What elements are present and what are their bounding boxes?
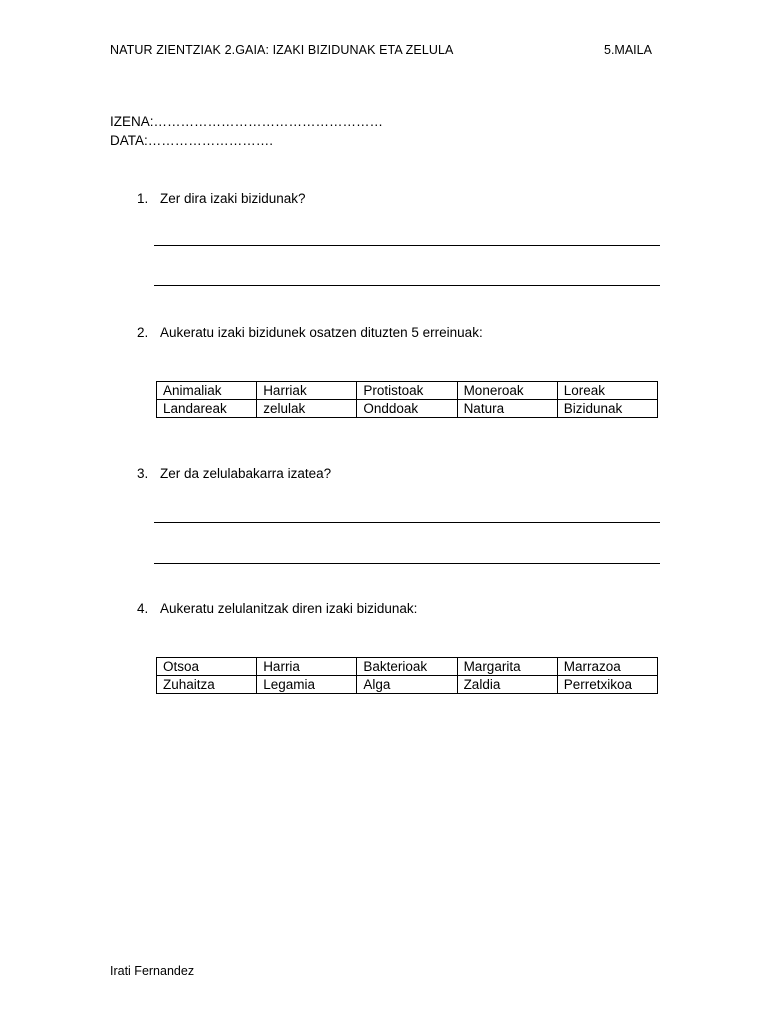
table-row bbox=[157, 658, 658, 676]
question-number: 3. bbox=[137, 466, 149, 481]
table-cell: Onddoak bbox=[357, 400, 457, 418]
question-4 bbox=[137, 601, 417, 616]
question-text: Zer da zelulabakarra izatea? bbox=[160, 466, 332, 481]
question-text: Aukeratu izaki bizidunek osatzen dituzten 5 erreinuak: bbox=[160, 325, 483, 340]
answer-line bbox=[154, 522, 660, 523]
table-cell: Alga bbox=[357, 676, 457, 694]
grade-label: 5.MAILA bbox=[604, 43, 652, 57]
table-cell: Natura bbox=[457, 400, 557, 418]
table-cell: Landareak bbox=[157, 400, 257, 418]
question-3 bbox=[137, 466, 331, 481]
table-cell: Zuhaitza bbox=[157, 676, 257, 694]
table-cell: Animaliak bbox=[157, 382, 257, 400]
table-cell: Margarita bbox=[457, 658, 557, 676]
table-cell: Protistoak bbox=[357, 382, 457, 400]
question-text: Aukeratu zelulanitzak diren izaki bizidunak: bbox=[160, 601, 418, 616]
answer-line bbox=[154, 245, 660, 246]
question-2 bbox=[137, 325, 483, 340]
table-cell: Otsoa bbox=[157, 658, 257, 676]
multicellular-choice-table bbox=[156, 657, 658, 694]
question-number: 4. bbox=[137, 601, 149, 616]
table-cell: Harria bbox=[257, 658, 357, 676]
name-field: IZENA:…………………………………………… bbox=[110, 114, 384, 129]
question-number: 1. bbox=[137, 191, 149, 206]
document-title: NATUR ZIENTZIAK 2.GAIA: IZAKI BIZIDUNAK ETA ZELULA bbox=[110, 43, 454, 57]
table-cell: Marrazoa bbox=[557, 658, 657, 676]
date-field: DATA:………………………. bbox=[110, 133, 274, 148]
answer-line bbox=[154, 285, 660, 286]
question-text: Zer dira izaki bizidunak? bbox=[160, 191, 306, 206]
question-number: 2. bbox=[137, 325, 149, 340]
table-cell: Perretxikoa bbox=[557, 676, 657, 694]
table-cell: Loreak bbox=[557, 382, 657, 400]
kingdoms-choice-table bbox=[156, 381, 658, 418]
table-row bbox=[157, 382, 658, 400]
table-cell: Moneroak bbox=[457, 382, 557, 400]
table-cell: Legamia bbox=[257, 676, 357, 694]
table-cell: Bizidunak bbox=[557, 400, 657, 418]
author-footer: Irati Fernandez bbox=[110, 964, 195, 978]
table-cell: zelulak bbox=[257, 400, 357, 418]
table-row bbox=[157, 676, 658, 694]
table-cell: Bakterioak bbox=[357, 658, 457, 676]
table-row bbox=[157, 400, 658, 418]
answer-line bbox=[154, 563, 660, 564]
table-cell: Harriak bbox=[257, 382, 357, 400]
table-cell: Zaldia bbox=[457, 676, 557, 694]
question-1 bbox=[137, 191, 306, 206]
